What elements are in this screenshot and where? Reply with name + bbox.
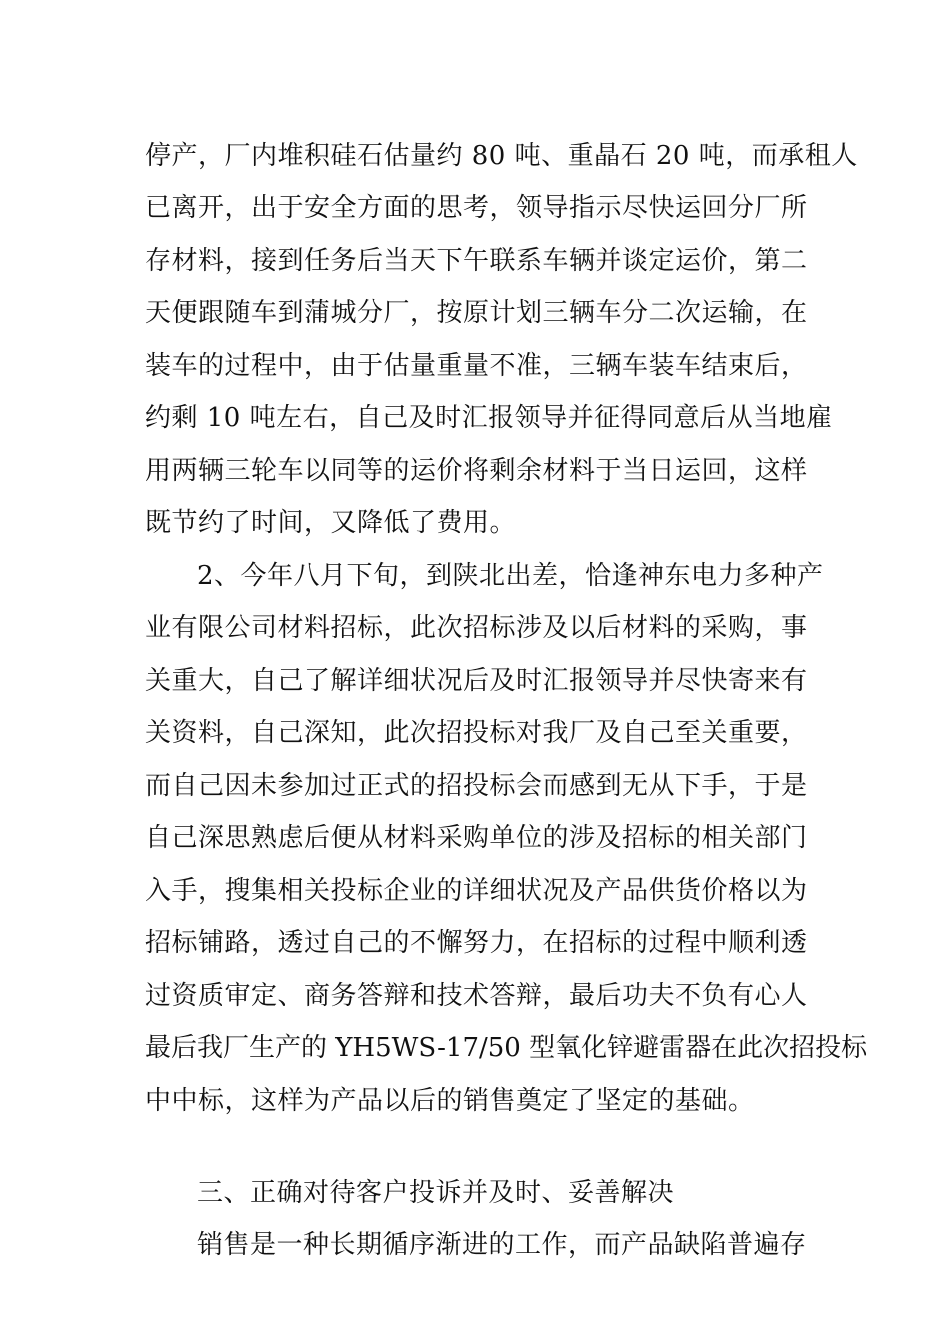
text-line: 约剩 10 吨左右，自己及时汇报领导并征得同意后从当地雇 bbox=[145, 403, 833, 433]
text-line: 存材料，接到任务后当天下午联系车辆并谈定运价，第二 bbox=[145, 246, 808, 276]
text-line: 天便跟随车到蒲城分厂，按原计划三辆车分二次运输，在 bbox=[145, 298, 808, 328]
text-line: 2、今年八月下旬，到陕北出差，恰逢神东电力多种产 bbox=[197, 561, 824, 591]
text-line: 用两辆三轮车以同等的运价将剩余材料于当日运回，这样 bbox=[145, 456, 808, 486]
text-line: 装车的过程中，由于估量重量不准，三辆车装车结束后， bbox=[145, 351, 808, 381]
text-line: 关资料，自己深知，此次招投标对我厂及自己至关重要， bbox=[145, 718, 808, 748]
text-line: 销售是一种长期循序渐进的工作，而产品缺陷普遍存 bbox=[197, 1230, 807, 1260]
text-line: 最后我厂生产的 YH5WS-17/50 型氧化锌避雷器在此次招投标 bbox=[145, 1033, 868, 1063]
text-line: 自己深思熟虑后便从材料采购单位的涉及招标的相关部门 bbox=[145, 823, 808, 853]
text-line: 招标铺路，透过自己的不懈努力，在招标的过程中顺利透 bbox=[145, 928, 808, 958]
text-line: 停产，厂内堆积硅石估量约 80 吨、重晶石 20 吨，而承租人 bbox=[145, 141, 858, 171]
text-line: 业有限公司材料招标，此次招标涉及以后材料的采购，事 bbox=[145, 613, 808, 643]
section-heading: 三、正确对待客户投诉并及时、妥善解决 bbox=[197, 1178, 675, 1208]
text-line: 过资质审定、商务答辩和技术答辩，最后功夫不负有心人 bbox=[145, 981, 808, 1011]
text-line: 既节约了时间，又降低了费用。 bbox=[145, 508, 517, 538]
text-line: 入手，搜集相关投标企业的详细状况及产品供货价格以为 bbox=[145, 876, 808, 906]
text-line: 已离开，出于安全方面的思考，领导指示尽快运回分厂所 bbox=[145, 193, 808, 223]
text-line: 关重大，自己了解详细状况后及时汇报领导并尽快寄来有 bbox=[145, 666, 808, 696]
text-line: 而自己因未参加过正式的招投标会而感到无从下手，于是 bbox=[145, 771, 808, 801]
text-line: 中中标，这样为产品以后的销售奠定了坚定的基础。 bbox=[145, 1086, 755, 1116]
